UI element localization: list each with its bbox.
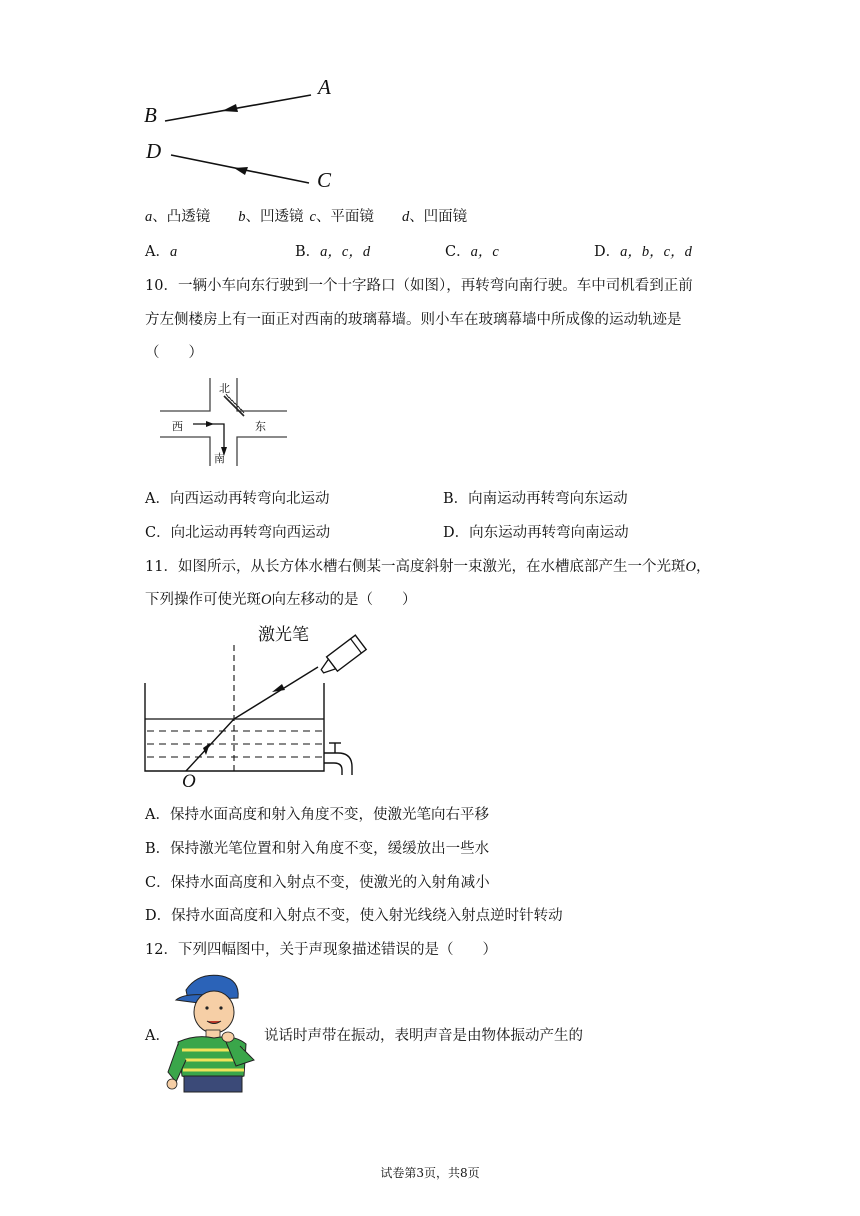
option-text: a: [169, 244, 178, 260]
q11-text: 下列操作可使光斑: [145, 592, 261, 608]
label-b: B: [144, 103, 157, 127]
q11-text: 11．如图所示，从长方体水槽右侧某一高度斜射一束激光，在水槽底部产生一个光斑: [145, 559, 686, 575]
option-label: A．: [145, 244, 170, 260]
q11-text: 向左移动的是（ ）: [271, 592, 417, 608]
lens-text-a: 、凸透镜: [152, 209, 211, 225]
option-label: C．: [145, 875, 171, 891]
option-label: B．: [145, 841, 171, 857]
option-label: D．: [594, 244, 621, 260]
lens-text-c: 、平面镜: [315, 209, 374, 225]
option-text: 向南运动再转弯向东运动: [468, 491, 628, 507]
label-c: C: [317, 168, 332, 192]
option-text: a，c: [470, 244, 499, 260]
label-south: 南: [214, 452, 225, 465]
option-text: 向北运动再转弯向西运动: [170, 525, 331, 541]
label-a: A: [318, 75, 331, 99]
option-label: B．: [443, 491, 469, 507]
q12-option-a-label: A．: [145, 1028, 170, 1044]
option-label: C．: [445, 244, 471, 260]
label-east: 东: [255, 420, 266, 433]
option-text: 保持激光笔位置和射入角度不变，缓缓放出一些水: [170, 841, 490, 857]
laser-pen-label: 激光笔: [258, 625, 309, 645]
spot-o: O: [261, 592, 272, 608]
q11-text: ，: [695, 559, 711, 575]
lens-letter-c: c: [309, 209, 316, 225]
q10-line-2: 方左侧楼房上有一面正对西南的玻璃幕墙。则小车在玻璃幕墙中所成像的运动轨迹是: [145, 312, 682, 328]
option-label: D．: [145, 908, 172, 924]
spot-o-label: O: [182, 771, 196, 792]
label-north: 北: [219, 382, 230, 395]
q10-line-3: （ ）: [145, 345, 203, 361]
option-text: a，c，d: [320, 244, 371, 260]
option-text: 保持水面高度和入射点不变，使激光的入射角减小: [170, 875, 490, 891]
q12-option-a-text: 说话时声带在振动，表明声音是由物体振动产生的: [264, 1028, 583, 1044]
option-text: 向东运动再转弯向南运动: [469, 525, 629, 541]
q12-line-1: 12．下列四幅图中，关于声现象描述错误的是（ ）: [145, 942, 497, 958]
option-label: A．: [145, 807, 170, 823]
face-icon: [194, 991, 234, 1033]
option-text: a，b，c，d: [620, 244, 692, 260]
label-d: D: [146, 139, 162, 163]
label-west: 西: [172, 420, 183, 433]
page-footer: 试卷第3页，共8页: [380, 1166, 480, 1180]
hand-icon: [222, 1032, 234, 1042]
spot-o: O: [685, 559, 696, 575]
q10-line-1: 10．一辆小车向东行驶到一个十字路口（如图），再转弯向南行驶。车中司机看到正前: [145, 278, 693, 294]
option-text: 保持水面高度和入射点不变，使入射光线绕入射点逆时针转动: [171, 908, 563, 924]
option-label: B．: [295, 244, 321, 260]
option-label: D．: [443, 525, 470, 541]
option-text: 向西运动再转弯向北运动: [169, 491, 330, 507]
option-label: A．: [145, 491, 170, 507]
option-label: C．: [145, 525, 171, 541]
option-text: 保持水面高度和射入角度不变，使激光笔向右平移: [169, 807, 489, 823]
lens-letter-b: b: [238, 209, 246, 225]
lens-letter-d: d: [401, 209, 410, 225]
lens-text-b: 、凹透镜: [245, 209, 304, 225]
lens-letter-a: a: [145, 209, 153, 225]
lens-text-d: 、凹面镜: [409, 209, 468, 225]
